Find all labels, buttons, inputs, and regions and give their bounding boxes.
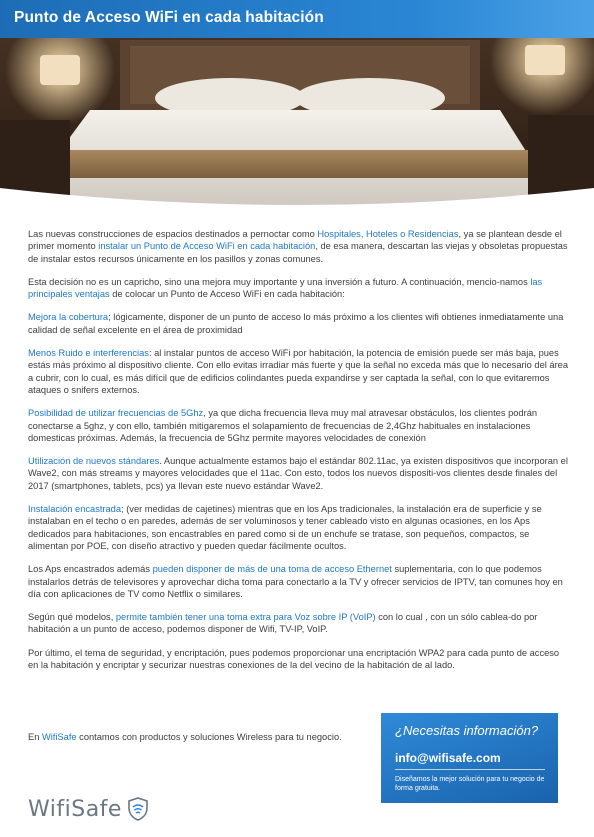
divider [395, 769, 545, 770]
highlight-text: Utilización de nuevos stándares [28, 456, 160, 467]
logo-wordmark: WifiSafe [28, 796, 122, 822]
hero-banner [0, 0, 594, 205]
article-body [28, 228, 570, 682]
paragraph-noise: Menos Ruido e interferencias: al instalar puntos de acceso WiFi por habitación, la potencia de emisión puede ser más baja, pues estás más próximo al dispositivo cliente. Con ello evitas irradiar más fuerte y que la señal no exceda más que lo necesario del área a cubrir, con lo cual, es más difícil que de edificios colindantes pueda expandirse y ser captada la señal, con lo que evitaremos ataques o snifers externos. [28, 348, 569, 395]
highlight-text: permite también tener una toma extra para Voz sobre IP (VoIP) [115, 612, 376, 623]
paragraph-coverage: Mejora la cobertura; lógicamente, disponer de un punto de acceso lo más próximo a los clientes wifi obtienes inmediatamente una calidad de señal excelente en el área de proximidad [28, 312, 564, 335]
highlight-text: instalar un Punto de Acceso WiFi en cada habitación [98, 241, 316, 252]
contact-box [381, 713, 558, 803]
paragraph-installation: Instalación encastrada; (ver medidas de cajetines) mientras que en los Aps tradicionales, la instalación era de superficie y se instalaban en el techo o en paredes, además de ser voluminosos y tener cableado visto en algunas ocasiones, en los Aps dedicados para habitaciones, son encastrables en pared como si de un enchufe se tratase, son pequeños, compactos, se alimentan por POE, con diseño atractivo y pueden quedar fácilmente ocultos. [28, 504, 542, 551]
contact-title: ¿Necesitas información? [395, 723, 539, 738]
paragraph-voip: Según qué modelos, permite también tener una toma extra para Voz sobre IP (VoIP) con lo cual , con un sólo cablea-do por habitación a un punto de acceso, podemos disponer de Wifi, TV-IP, VoIP. [28, 612, 538, 635]
highlight-text: pueden disponer de más de una toma de acceso Ethernet [152, 564, 392, 575]
highlight-text: Menos Ruido e interferencias [28, 348, 149, 359]
paragraph-intro: Las nuevas construcciones de espacios destinados a pernoctar como Hospitales, Hoteles o Residencias, ya se plantean desde el primer momento instalar un Punto de Acceso WiFi en cada habitación, de esa manera, descartan las viejas y obsoletas propuestas de instalar estos recursos únicamente en los pasillos y zonas comunes. [28, 229, 568, 264]
paragraph-ethernet: Los Aps encastrados además pueden disponer de más de una toma de acceso Ethernet suplementaria, con lo que podemos instalarlos detrás de televisores y aprovechar dicha toma para conectarlo a la TV y ofrecer servicios de IPTV, tan comunes hoy en día con aplicaciones de TV como Netflix o similares. [28, 564, 563, 599]
paragraph-security: Por último, el tema de seguridad, y encriptación, pues podemos proporcionar una encriptación WPA2 para cada punto de acceso en la habitación y encriptar y securizar nuestras conexiones de la del vecino de la habitación de al lado. [28, 647, 560, 671]
highlight-text: las principales ventajas [28, 276, 543, 300]
contact-email-link[interactable]: info@wifisafe.com [395, 751, 501, 765]
paragraph-5ghz: Posibilidad de utilizar frecuencias de 5Ghz, ya que dicha frecuencia lleva muy mal atravesar obstáculos, los clientes podrán conectarse a 5ghz, y con ello, también mitigaremos el solapamiento de frecuencias de 2,4Ghz habituales en instalaciones domesticas próximas. Además, la frecuencia de 5Ghz permite mayores velocidades de conexión [28, 408, 538, 443]
paragraph-advantages-intro: Esta decisión no es un capricho, sino una mejora muy importante y una inversión a futuro. A continuación, mencio-namos las principales ventajas de colocar un Punto de Acceso WiFi en cada habitación: [28, 276, 543, 300]
brand-link[interactable]: WifiSafe [41, 732, 77, 742]
footer-tagline: En WifiSafe contamos con productos y soluciones Wireless para tu negocio. [28, 732, 342, 742]
highlight-text: Mejora la cobertura [28, 312, 109, 323]
contact-description: Diseñamos la mejor solución para tu negocio de forma gratuita. [395, 776, 545, 792]
brand-logo [28, 795, 148, 823]
highlight-text: Posibilidad de utilizar frecuencias de 5Ghz [28, 408, 204, 419]
highlight-text: Hospitales, Hoteles o Residencias [317, 229, 459, 239]
shield-wifi-icon [128, 797, 148, 821]
highlight-text: Instalación encastrada [28, 504, 122, 515]
page-title: Punto de Acceso WiFi en cada habitación [14, 9, 324, 26]
paragraph-standards: Utilización de nuevos stándares. Aunque actualmente estamos bajo el estándar 802.11ac, ya existen dispositivos que incorporan el Wave2, con más streams y mayores velocidades que el 11ac. Con esto, todos los nuevos dispositi-vos clientes desde finales del 2017 (smartphones, tablets, pcs) ya llevan este nuevo estándar Wave2. [28, 456, 568, 491]
